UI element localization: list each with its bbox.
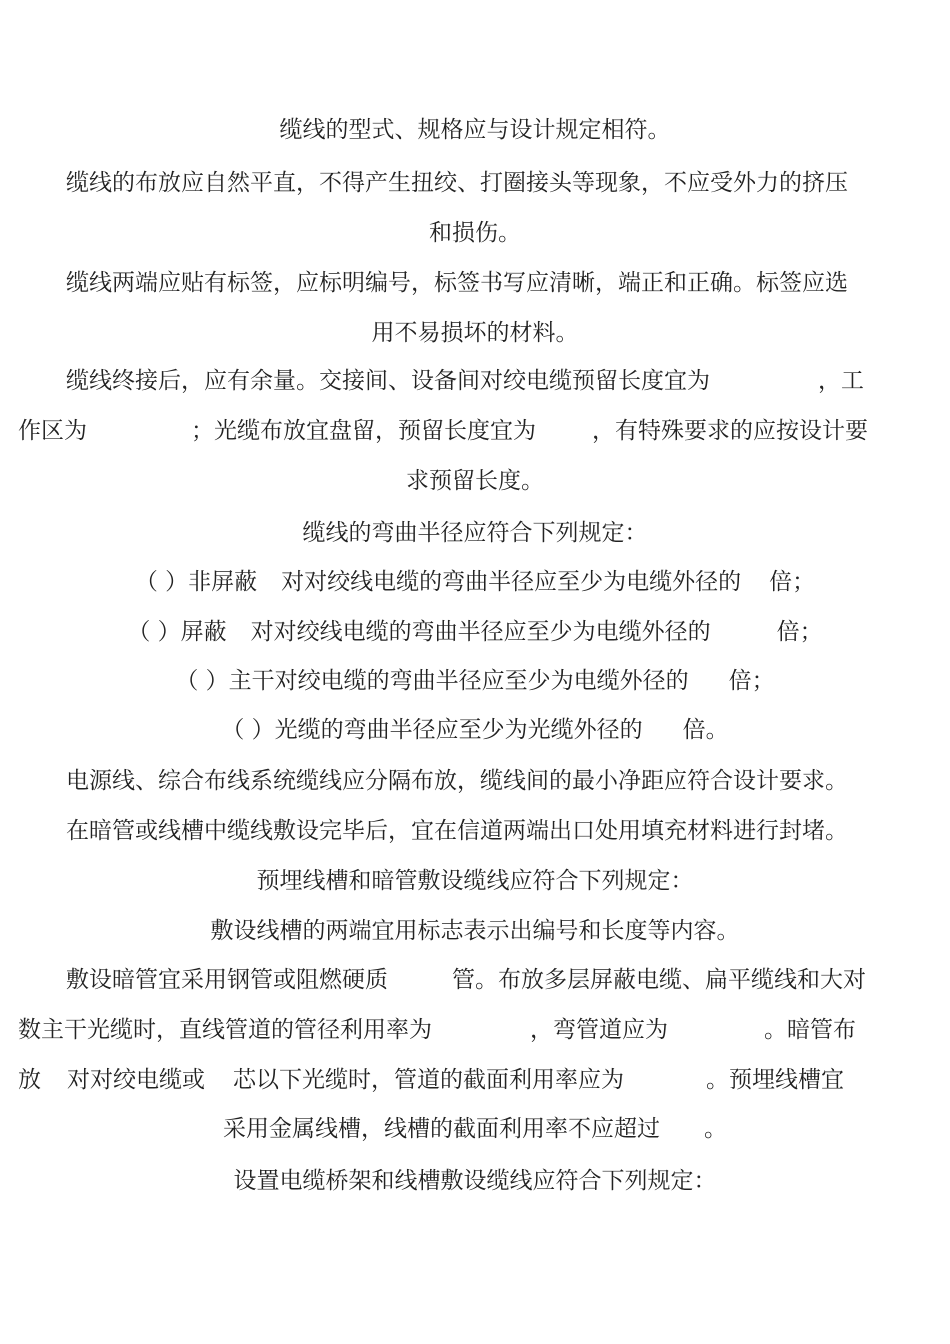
section-heading-conduit: 预埋线槽和暗管敷设缆线应符合下列规定： — [256, 868, 694, 894]
paragraph-cable-labels-line1: 缆线两端应贴有标签，应标明编号，标签书写应清晰，端正和正确。标签应选 — [66, 270, 848, 296]
paragraph-cable-type: 缆线的型式、规格应与设计规定相符。 — [279, 117, 671, 143]
text-segment: ；光缆布放宜盘留，预留长度宜为 — [191, 418, 536, 444]
text-segment: 管。布放多层屏蔽电缆、扁平缆线和大对 — [452, 967, 866, 993]
paragraph-cable-reserve-line3: 求预留长度。 — [406, 468, 544, 494]
list-item-backbone — [0, 656, 950, 706]
section-heading-cable-tray: 设置电缆桥架和线槽敷设缆线应符合下列规定： — [233, 1168, 717, 1194]
text-segment: 。暗管布 — [764, 1017, 856, 1043]
paragraph-cable-laying-line1: 缆线的布放应自然平直，不得产生扭绞、打圈接头等现象，不应受外力的挤压 — [66, 170, 848, 196]
section-heading-bend-radius: 缆线的弯曲半径应符合下列规定： — [302, 520, 648, 546]
text-segment: 对对绞线电缆的弯曲半径应至少为电缆外径的 — [281, 569, 742, 595]
paragraph-cable-reserve-line2 — [18, 406, 933, 456]
paragraph-cable-laying-line2: 和损伤。 — [429, 220, 521, 246]
paragraph-conduit-line3 — [18, 1055, 933, 1105]
text-segment: ，弯管道应为 — [530, 1017, 668, 1043]
text-segment: 倍； — [776, 619, 823, 645]
paragraph-sealing: 在暗管或线槽中缆线敷设完毕后，宜在信道两端出口处用填充材料进行封堵。 — [66, 818, 848, 844]
paragraph-cable-reserve-line1 — [66, 356, 946, 406]
list-item-optical — [0, 705, 950, 755]
text-segment: 对对绞线电缆的弯曲半径应至少为电缆外径的 — [250, 619, 711, 645]
text-segment: （ ）屏蔽 — [127, 619, 227, 645]
text-segment: （ ）光缆的弯曲半径应至少为光缆外径的 — [221, 717, 643, 743]
paragraph-conduit-line1 — [66, 955, 946, 1005]
text-segment: 。预埋线槽宜 — [706, 1067, 844, 1093]
text-segment: 缆线终接后，应有余量。交接间、设备间对绞电缆预留长度宜为 — [66, 368, 710, 394]
text-segment: ，有特殊要求的应按设计要 — [592, 418, 868, 444]
text-segment: 敷设暗管宜采用钢管或阻燃硬质 — [66, 967, 388, 993]
text-segment: 倍。 — [682, 717, 729, 743]
paragraph-conduit-line2 — [18, 1005, 933, 1055]
text-segment: （ ）非屏蔽 — [134, 569, 258, 595]
text-segment: 放 — [18, 1067, 41, 1093]
text-segment: ，工 — [818, 368, 864, 394]
list-item-shielded — [0, 607, 950, 657]
text-segment: 数主干光缆时，直线管道的管径利用率为 — [18, 1017, 432, 1043]
text-segment: （ ）主干对绞电缆的弯曲半径应至少为电缆外径的 — [175, 668, 689, 694]
text-segment: 采用金属线槽，线槽的截面利用率不应超过 — [223, 1116, 660, 1142]
list-item-unshielded — [0, 557, 950, 607]
paragraph-cable-labels-line2: 用不易损坏的材料。 — [371, 320, 579, 346]
paragraph-conduit-line4 — [0, 1104, 950, 1154]
text-segment: 作区为 — [18, 418, 87, 444]
text-segment: 芯以下光缆时，管道的截面利用率应为 — [233, 1067, 624, 1093]
text-segment: 。 — [704, 1116, 727, 1142]
text-segment: 倍； — [769, 569, 816, 595]
paragraph-power-separation: 电源线、综合布线系统缆线应分隔布放，缆线间的最小净距应符合设计要求。 — [66, 768, 848, 794]
text-segment: 对对绞电缆或 — [67, 1067, 205, 1093]
paragraph-trough-marking: 敷设线槽的两端宜用标志表示出编号和长度等内容。 — [210, 918, 740, 944]
text-segment: 倍； — [728, 668, 775, 694]
